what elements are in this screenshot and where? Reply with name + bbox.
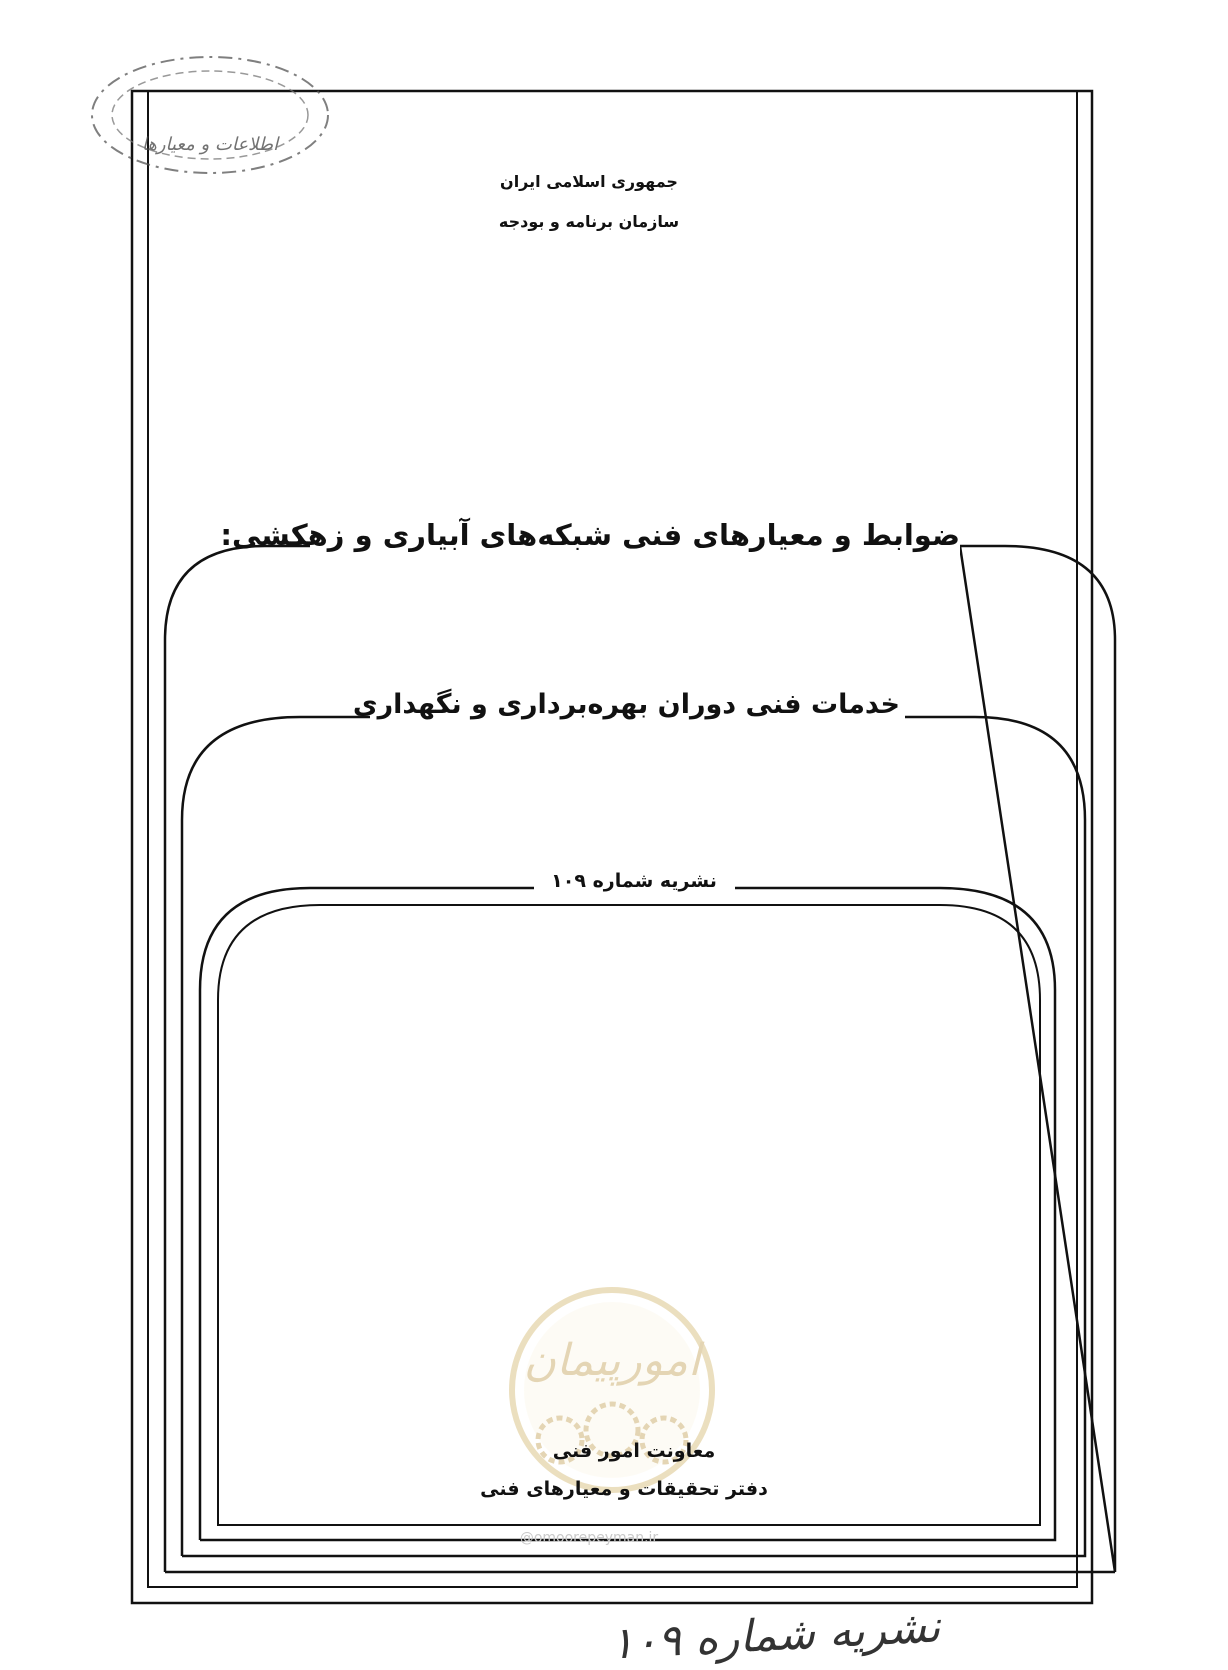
publication-number: نشریه شماره ۱۰۹ [534, 867, 734, 895]
office-name: دفتر تحقیقات و معیارهای فنی [480, 1478, 768, 1500]
organization-name: سازمان برنامه و بودجه [498, 212, 680, 231]
document-subtitle: خدمات فنی دوران بهره‌برداری و نگهداری [370, 686, 900, 724]
document-title: ضوابط و معیارهای فنی شبکه‌های آبیاری و زهکشی: [320, 515, 960, 555]
svg-text:امورپیمان: امورپیمان [523, 1335, 701, 1386]
handwritten-note: نشریه شماره ۱۰۹ [608, 1601, 942, 1670]
stamp-text: اطلاعات و معیارها [141, 134, 279, 155]
archive-stamp [92, 57, 328, 173]
country-name: جمهوری اسلامی ایران [500, 172, 678, 191]
deputy-name: معاونت امور فنی [552, 1440, 716, 1462]
watermark-url: @omoorepeyman.ir [519, 1530, 659, 1546]
